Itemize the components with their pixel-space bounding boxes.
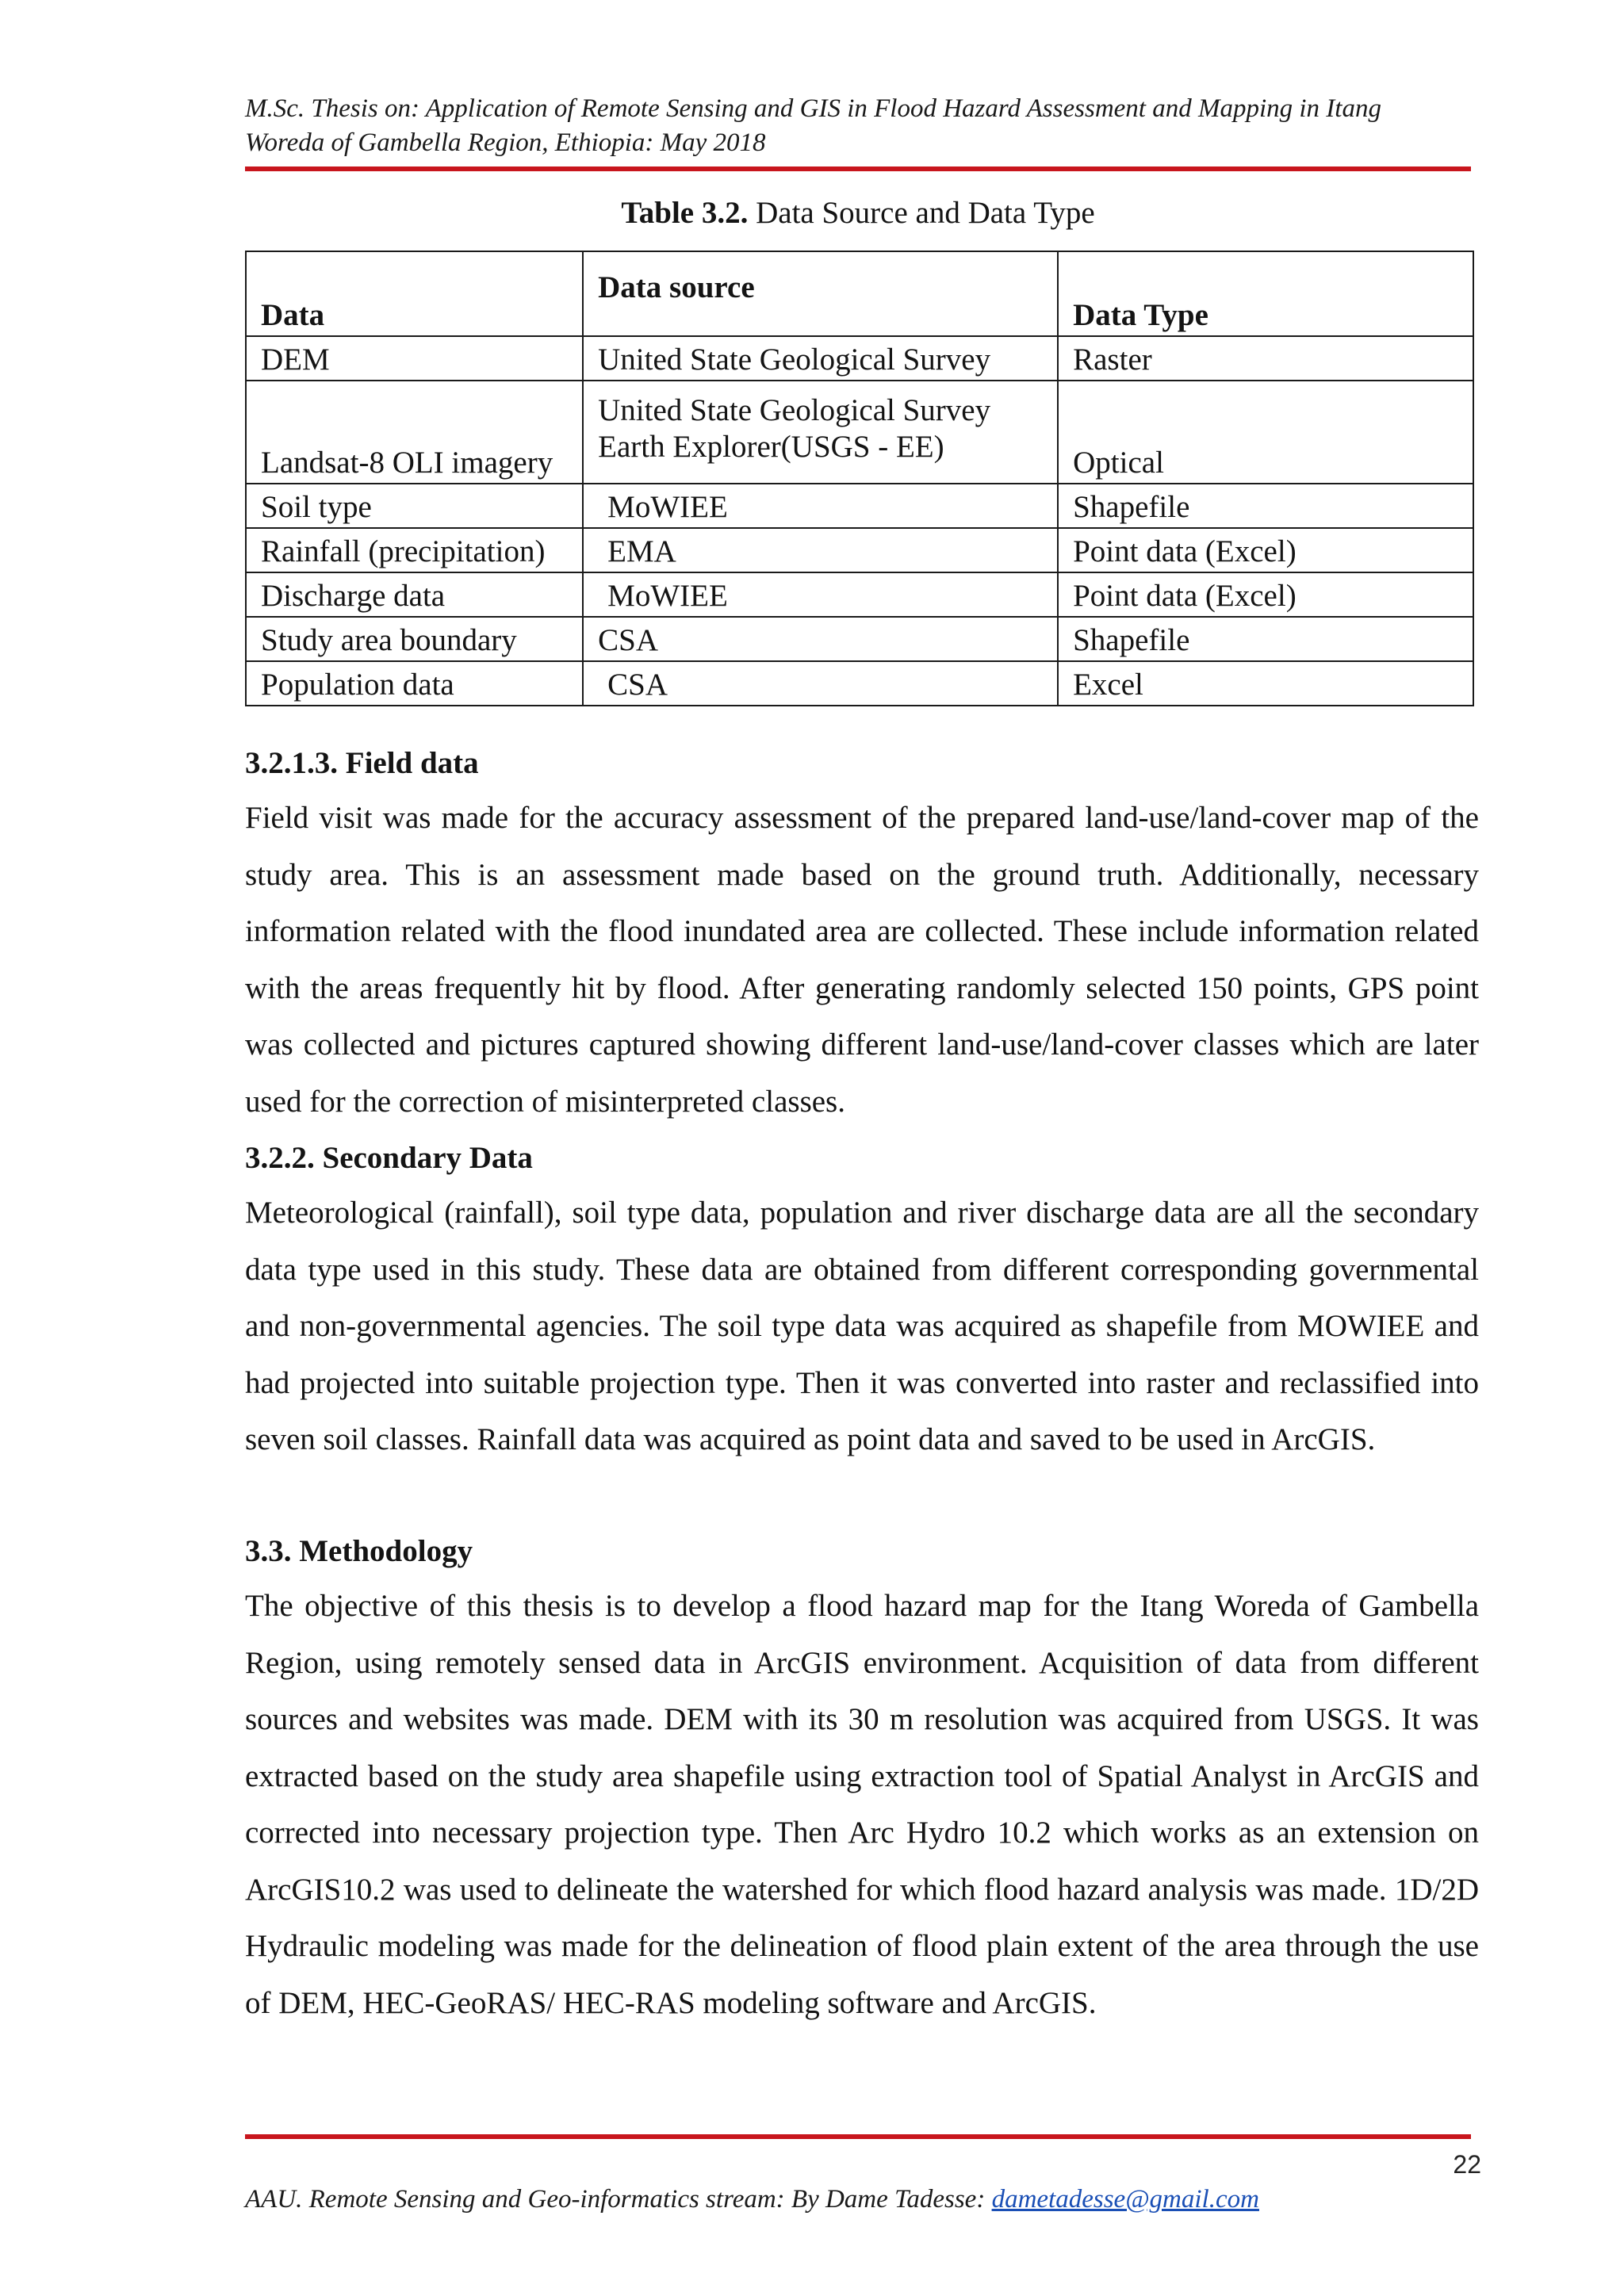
cell-type: Shapefile <box>1058 617 1473 661</box>
heading-methodology: 3.3. Methodology <box>245 1534 473 1568</box>
paragraph-secondary-data: Meteorological (rainfall), soil type data, population and river discharge data are all the secondary data type used in this study. These data are obtained from different corresponding governmental and non-governmental agencies. The soil type data was acquired as shapefile from MOWIEE and had projected into suitable projection type. Then it was converted into raster and reclassified into seven soil classes. Rainfall data was acquired as point data and saved to be used in ArcGIS. <box>245 1196 1479 1456</box>
cell-data: Population data <box>246 661 583 706</box>
cell-type: Point data (Excel) <box>1058 528 1473 572</box>
cell-type: Optical <box>1058 381 1473 484</box>
table-row <box>246 528 1473 572</box>
table-caption <box>245 193 1471 233</box>
table-row <box>246 572 1473 617</box>
table-caption-text: Data Source and Data Type <box>748 196 1095 230</box>
cell-source: CSA <box>583 661 1058 706</box>
header-line-1: M.Sc. Thesis on: Application of Remote Sensing and GIS in Flood Hazard Assessment and Mapping in Itang <box>245 94 1381 123</box>
header-line-2: Woreda of Gambella Region, Ethiopia: May 2018 <box>245 128 766 157</box>
cell-data: DEM <box>246 336 583 381</box>
cell-source: CSA <box>583 617 1058 661</box>
cell-type: Excel <box>1058 661 1473 706</box>
header-data-type: Data Type <box>1058 251 1473 336</box>
paragraph-field-data: Field visit was made for the accuracy assessment of the prepared land-use/land-cover map of the study area. This is an assessment made based on the ground truth. Additionally, necessary information related with the flood inundated area are collected. These include information related with the areas frequently hit by flood. After generating randomly selected 150 points, GPS point was collected and pictures captured showing different land-use/land-cover classes which are later used for the correction of misinterpreted classes. <box>245 801 1479 1119</box>
table-row <box>246 336 1473 381</box>
header-data: Data <box>246 251 583 336</box>
header-data-source: Data source <box>583 251 1058 336</box>
cell-source: EMA <box>583 528 1058 572</box>
table-row <box>246 381 1473 484</box>
cell-data: Discharge data <box>246 572 583 617</box>
running-footer <box>245 2185 1259 2214</box>
cell-data: Study area boundary <box>246 617 583 661</box>
header-rule <box>245 166 1471 171</box>
cell-source: United State Geological Survey Earth Explorer(USGS - EE) <box>583 381 1058 484</box>
footer-text: AAU. Remote Sensing and Geo-informatics stream: By Dame Tadesse: <box>245 2185 992 2214</box>
heading-field-data: 3.2.1.3. Field data <box>245 746 479 780</box>
footer-rule <box>245 2134 1471 2139</box>
cell-type: Point data (Excel) <box>1058 572 1473 617</box>
table-row <box>246 661 1473 706</box>
running-header <box>245 92 1482 160</box>
table-header-row <box>246 251 1473 336</box>
cell-type: Shapefile <box>1058 484 1473 528</box>
table-row <box>246 484 1473 528</box>
cell-source: MoWIEE <box>583 484 1058 528</box>
page-number: 22 <box>1453 2150 1481 2179</box>
cell-data: Landsat-8 OLI imagery <box>246 381 583 484</box>
cell-source: MoWIEE <box>583 572 1058 617</box>
paragraph-methodology: The objective of this thesis is to develop a flood hazard map for the Itang Woreda of Gambella Region, using remotely sensed data in ArcGIS environment. Acquisition of data from different sources and websites was made. DEM with its 30 m resolution was acquired from USGS. It was extracted based on the study area shapefile using extraction tool of Spatial Analyst in ArcGIS and corrected into necessary projection type. Then Arc Hydro 10.2 which works as an extension on ArcGIS10.2 was used to delineate the watershed for which flood hazard analysis was made. 1D/2D Hydraulic modeling was made for the delineation of flood plain extent of the area through the use of DEM, HEC-GeoRAS/ HEC-RAS modeling software and ArcGIS. <box>245 1589 1479 2020</box>
data-source-table <box>245 251 1474 706</box>
cell-source: United State Geological Survey <box>583 336 1058 381</box>
cell-data: Rainfall (precipitation) <box>246 528 583 572</box>
table-row <box>246 617 1473 661</box>
cell-data: Soil type <box>246 484 583 528</box>
heading-secondary-data: 3.2.2. Secondary Data <box>245 1141 533 1175</box>
table-caption-label: Table 3.2. <box>621 196 749 230</box>
footer-email-link[interactable]: dametadesse@gmail.com <box>991 2185 1259 2214</box>
cell-type: Raster <box>1058 336 1473 381</box>
